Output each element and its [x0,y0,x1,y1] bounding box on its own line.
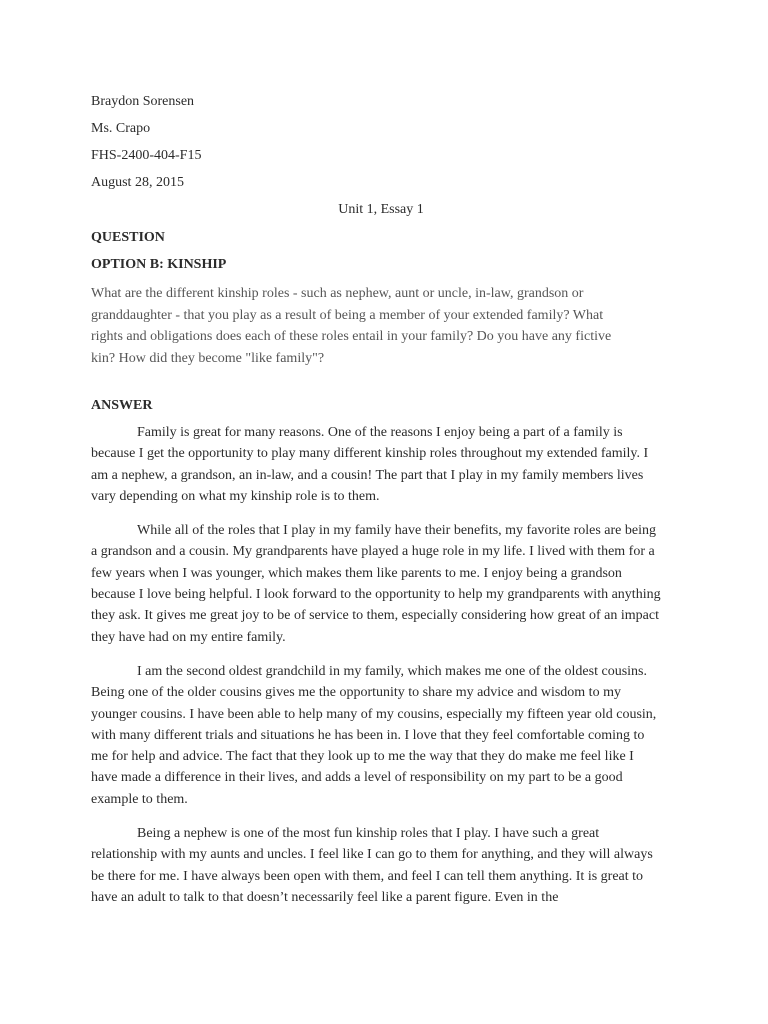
course-code: FHS-2400-404-F15 [91,148,202,163]
question-heading: QUESTION [91,230,165,245]
document-content [91,93,671,921]
question-text: What are the different kinship roles - such as nephew, aunt or uncle, in-law, grandson or granddaughter - that you play as a result of being a member of your extended family? What rights and obligations does each of these roles entail in your family? Do you have any fictive kin? How did they become "like family"? [91,286,612,366]
answer-paragraph-1: Family is great for many reasons. One of the reasons I enjoy being a part of a family is because I get the opportunity to play many different kinship roles throughout my extended family. I am a nephew, a grandson, an in-law, and a cousin! The part that I play in my family members lives vary depending on what my kinship role is to them. [91,425,649,504]
instructor-name: Ms. Crapo [91,121,151,136]
document-date: August 28, 2015 [91,175,184,190]
author-name: Braydon Sorensen [91,94,195,109]
answer-heading: ANSWER [91,398,153,413]
answer-paragraph-4: Being a nephew is one of the most fun kinship roles that I play. I have such a great relationship with my aunts and uncles. I feel like I can go to them for anything, and they will always be there for me. I have always been open with them, and feel I can tell them anything. It is great to have an adult to talk to that doesn’t necessarily feel like a parent figure. Even in the [91,826,653,905]
essay-title: Unit 1, Essay 1 [338,202,424,217]
question-option: OPTION B: KINSHIP [91,257,227,272]
answer-paragraph-3: I am the second oldest grandchild in my family, which makes me one of the oldest cousins. Being one of the older cousins gives me the opportunity to share my advice and wisdom to my younger cousins. I have been able to help many of my cousins, especially my fifteen year old cousin, with many different trials and situations he has been in. I love that they feel comfortable coming to me for help and advice. The fact that they look up to me the way that they do make me feel like I have made a difference in their lives, and adds a level of responsibility on my part to be a good example to them. [91,663,657,807]
answer-paragraph-2: While all of the roles that I play in my family have their benefits, my favorite roles are being a grandson and a cousin. My grandparents have played a huge role in my life. I lived with them for a few years when I was younger, which makes them like parents to me. I enjoy being a grandson because I love being helpful. I look forward to the opportunity to help my grandparents with anything they ask. It gives me great joy to be of service to them, especially considering how great of an impact they have had on my entire family. [91,523,661,645]
